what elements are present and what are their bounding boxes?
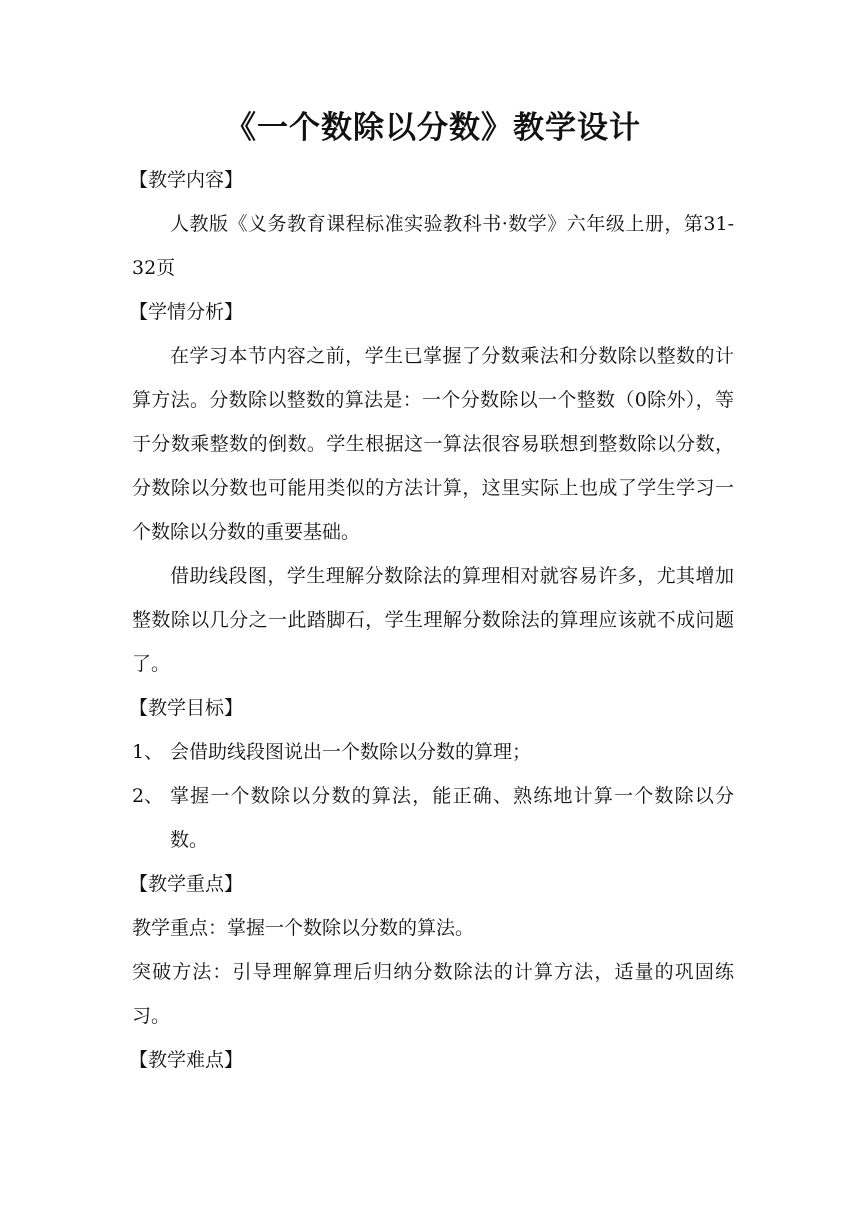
section-heading-key-points: 【教学重点】	[129, 873, 244, 895]
document-page	[129, 100, 734, 1082]
section-heading-difficulties: 【教学难点】	[129, 1049, 244, 1071]
content-paragraph: 人教版《义务教育课程标准实验教科书·数学》六年级上册，第31-32页	[132, 213, 734, 279]
goal-item-number: 1、	[132, 741, 164, 763]
analysis-paragraph-2: 借助线段图，学生理解分数除法的算理相对就容易许多，尤其增加整数除以几分之一此踏脚石，学生理解分数除法的算理应该就不成问题了。	[132, 565, 734, 675]
section-heading-goals: 【教学目标】	[129, 697, 244, 719]
goal-item-2	[132, 774, 734, 862]
goal-item-text: 会借助线段图说出一个数除以分数的算理；	[170, 741, 532, 763]
section-heading-analysis: 【学情分析】	[129, 301, 244, 323]
analysis-paragraph-1: 在学习本节内容之前，学生已掌握了分数乘法和分数除以整数的计算方法。分数除以整数的算法是：一个分数除以一个整数（0除外），等于分数乘整数的倒数。学生根据这一算法很容易联想到整数除以分数，分数除以分数也可能用类似的方法计算，这里实际上也成了学生学习一个数除以分数的重要基础。	[132, 345, 734, 543]
goal-item-1	[132, 730, 734, 774]
goal-item-text: 掌握一个数除以分数的算法，能正确、熟练地计算一个数除以分数。	[170, 785, 734, 851]
goal-item-number: 2、	[132, 785, 164, 807]
section-heading-content: 【教学内容】	[129, 169, 244, 191]
key-point-line-1: 教学重点：掌握一个数除以分数的算法。	[132, 917, 475, 939]
document-title: 《一个数除以分数》教学设计	[225, 110, 641, 146]
key-point-line-2: 突破方法：引导理解算理后归纳分数除法的计算方法，适量的巩固练习。	[132, 961, 734, 1027]
